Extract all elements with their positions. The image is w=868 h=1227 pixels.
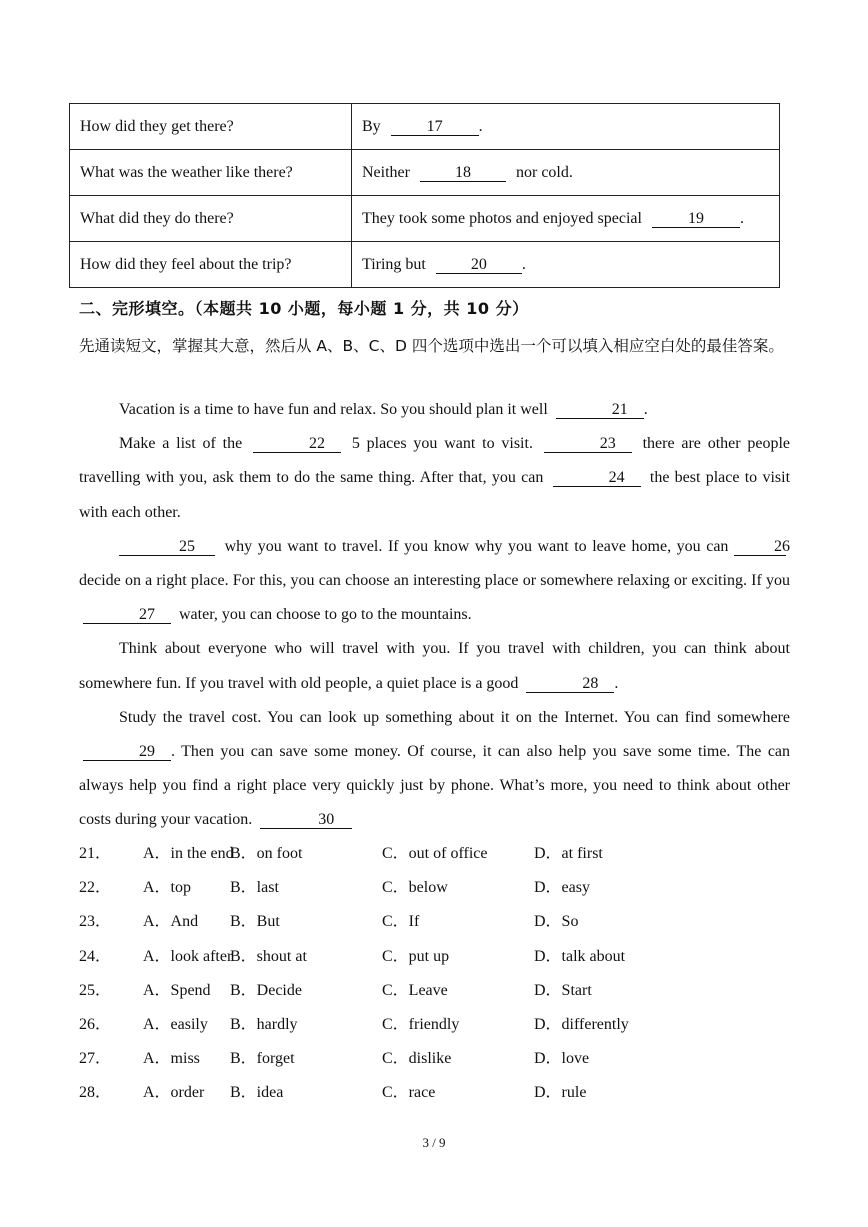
option-row-27 [79,1042,790,1076]
option-b[interactable]: B．Decide [230,981,302,999]
question-cell: How did they get there? [70,104,352,150]
option-d[interactable]: D．Start [534,981,592,999]
option-row-28 [79,1076,790,1110]
option-d[interactable]: D．So [534,913,579,931]
paragraph-1 [79,393,790,427]
section-title: 二、完形填空。（本题共 10 小题，每小题 1 分，共 10 分） [79,299,529,318]
paragraph-2 [79,427,790,530]
table-row [70,150,780,196]
table-row [70,242,780,288]
option-d[interactable]: D．differently [534,1015,629,1033]
table-row [70,196,780,242]
question-number: 26． [79,1015,112,1033]
blank-25: 25 [119,538,215,556]
passage-text: water, you can choose to go to the mountains. [179,606,472,624]
option-a[interactable]: A．in the end [143,845,234,862]
cloze-passage [79,393,790,838]
blank-24: 24 [553,469,641,487]
question-number: 25． [79,981,112,999]
option-d[interactable]: D．love [534,1050,590,1068]
paragraph-4 [79,632,790,700]
section-instructions: 先通读短文，掌握其大意，然后从 A、B、C、D 四个选项中选出一个可以填入相应空白处的最佳答案。 [79,337,784,355]
paragraph-3 [79,530,790,633]
option-a[interactable]: A．order [143,1084,205,1102]
passage-text: 5 places you want to visit. [351,435,533,453]
option-b[interactable]: B．forget [230,1050,295,1068]
passage-text: Make a list of the [119,435,243,453]
option-c[interactable]: C．If [382,913,420,931]
answer-prefix: By [362,117,381,135]
option-row-24 [79,940,790,974]
option-b[interactable]: B．hardly [230,1015,298,1033]
option-row-21 [79,837,790,871]
table-row [70,104,780,150]
option-row-22 [79,871,790,905]
passage-text: decide on a right place. For this, you can choose an interesting place or somewhere relaxing or exciting. If you [79,572,790,590]
option-c[interactable]: C．friendly [382,1015,460,1033]
option-c[interactable]: C．out of office [382,845,488,862]
passage-text: Vacation is a time to have fun and relax. So you should plan it well [119,401,548,418]
question-number: 23． [79,913,112,931]
passage-text: . [614,674,619,692]
blank-20: 20 [436,256,522,274]
option-d[interactable]: D．easy [534,879,590,897]
blank-30: 30 [260,811,352,829]
answer-cell [352,196,780,242]
page-number: 3 / 9 [422,1135,446,1150]
question-number: 24． [79,947,112,965]
blank-17: 17 [391,118,479,136]
option-a[interactable]: A．miss [143,1050,200,1068]
option-d[interactable]: D．rule [534,1084,587,1102]
answer-prefix: Neither [362,163,410,181]
question-number: 22． [79,879,112,897]
option-b[interactable]: B．But [230,913,280,931]
passage-text: can always help you find a right place very quickly just by phone. What’s more, you need to think about other costs during your vacation. [79,743,791,829]
blank-22: 22 [253,435,341,453]
option-b[interactable]: B．on foot [230,845,303,862]
blank-28: 28 [526,675,614,693]
option-a[interactable]: A．easily [143,1015,208,1033]
answer-options [79,837,790,1111]
question-number: 21． [79,845,112,862]
paragraph-5 [79,701,790,838]
blank-18: 18 [420,164,506,182]
option-a[interactable]: A．top [143,879,192,897]
passage-text: Think about everyone who will travel with you. If you travel with children, you can think about somewhere fun. If you travel with old people, a quiet place is a good [79,640,790,692]
answer-suffix: . [739,209,744,227]
option-a[interactable]: A．And [143,913,199,931]
passage-text: the best place to visit with each other. [79,469,791,521]
option-c[interactable]: C．race [382,1084,436,1102]
blank-27: 27 [83,606,171,624]
option-row-25 [79,974,790,1008]
question-number: 28． [79,1084,112,1102]
option-c[interactable]: C．dislike [382,1050,452,1068]
option-row-26 [79,1008,790,1042]
answer-cell [352,150,780,196]
passage-text: . [643,401,648,418]
answer-suffix: nor cold. [515,163,573,181]
option-c[interactable]: C．below [382,879,448,897]
option-d[interactable]: D．at first [534,845,603,862]
option-row-23 [79,905,790,939]
question-cell: What did they do there? [70,196,352,242]
question-cell: How did they feel about the trip? [70,242,352,288]
answer-prefix: Tiring but [362,255,426,273]
blank-23: 23 [544,435,632,453]
option-b[interactable]: B．last [230,879,279,897]
info-table [69,103,780,288]
option-d[interactable]: D．talk about [534,947,626,965]
answer-cell [352,242,780,288]
question-number: 27． [79,1050,112,1068]
passage-text: . Then you can save some money. Of course, it can also help you save some time. The [171,743,762,761]
option-a[interactable]: A．look after [143,947,233,965]
blank-26: 26 [734,538,786,556]
option-c[interactable]: C．put up [382,947,450,965]
passage-text: there are other people travelling with you, ask them to do the same thing. After that, you can [79,435,791,487]
passage-text: Study the travel cost. You can look up something about it on the Internet. You can find somewhere [119,708,790,726]
answer-suffix: . [521,255,526,273]
answer-prefix: They took some photos and enjoyed special [362,209,642,227]
answer-suffix: . [478,117,483,135]
option-b[interactable]: B．shout at [230,947,307,965]
passage-text: why you want to travel. If you know why you want to leave home, you can [224,537,729,555]
option-b[interactable]: B．idea [230,1084,284,1102]
option-c[interactable]: C．Leave [382,981,448,999]
answer-cell [352,104,780,150]
blank-21: 21 [556,401,644,419]
option-a[interactable]: A．Spend [143,981,211,999]
question-cell: What was the weather like there? [70,150,352,196]
blank-19: 19 [652,210,740,228]
blank-29: 29 [83,743,171,761]
